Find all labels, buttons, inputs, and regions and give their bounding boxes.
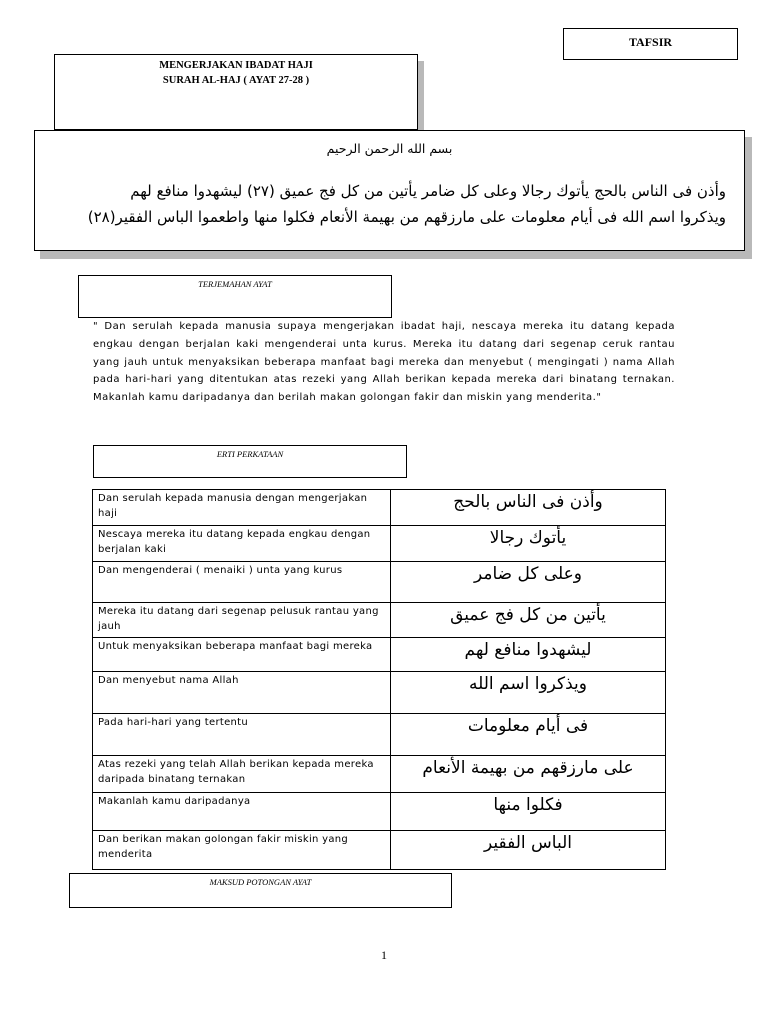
arabic-phrase: وأذن فى الناس بالحج [391,490,666,526]
arabic-phrase: الباس الفقير [391,831,666,870]
table-row [93,490,666,526]
arabic-phrase: يأتوك رجالا [391,526,666,562]
meaning-label-box [69,873,452,908]
table-row [93,714,666,756]
arabic-phrase: فى أيام معلومات [391,714,666,756]
translation-text: " Dan serulah kepada manusia supaya mengerjakan ibadat haji, nescaya mereka itu datang kepada engkau dengan berjalan kaki mengenderai unta kurus. Mereka itu datang dari segenap ceruk rantau yang jauh untuk menyaksikan beberapa manfaat bagi mereka dan menyebut ( mengingati ) nama Allah pada hari-hari yang ditentukan atas rezeki yang Allah berikan kepada mereka dari binatang ternakan. Makanlah kamu daripadanya dan berilah makan golongan fakir dan miskin yang menderita." [93,321,675,404]
table-row [93,672,666,714]
meaning-label: MAKSUD POTONGAN AYAT [209,877,312,887]
translation-label-box [78,275,392,318]
malay-meaning: Pada hari-hari yang tertentu [93,714,391,756]
page-number: 1 [381,948,387,962]
malay-meaning: Nescaya mereka itu datang kepada engkau dengan berjalan kaki [93,526,391,562]
table-row [93,756,666,793]
bismillah: بسم الله الرحمن الرحيم [326,141,453,156]
malay-meaning: Atas rezeki yang telah Allah berikan kepada mereka daripada binatang ternakan [93,756,391,793]
tafsir-label: TAFSIR [628,35,673,49]
vocabulary-table [92,489,666,870]
table-row [93,831,666,870]
tafsir-label-box [563,28,738,60]
malay-meaning: Dan serulah kepada manusia dengan mengerjakan haji [93,490,391,526]
malay-meaning: Makanlah kamu daripadanya [93,793,391,831]
title-box [54,54,418,130]
table-row [93,638,666,672]
arabic-phrase: يأتين من كل فج عميق [391,603,666,638]
translation-label: TERJEMAHAN AYAT [198,279,272,289]
malay-meaning: Dan berikan makan golongan fakir miskin yang menderita [93,831,391,870]
table-row [93,793,666,831]
arabic-phrase: فكلوا منها [391,793,666,831]
arabic-phrase: ويذكروا اسم الله [391,672,666,714]
arabic-phrase: ليشهدوا منافع لهم [391,638,666,672]
title-line-1: MENGERJAKAN IBADAT HAJI [159,60,313,71]
malay-meaning: Mereka itu datang dari segenap pelusuk rantau yang jauh [93,603,391,638]
malay-meaning: Dan mengenderai ( menaiki ) unta yang kurus [93,562,391,603]
title-line-2: SURAH AL-HAJ ( AYAT 27-28 ) [162,75,310,86]
arabic-passage-box [34,130,745,251]
vocabulary-label-box [93,445,407,478]
arabic-phrase: وعلى كل ضامر [391,562,666,603]
table-row [93,526,666,562]
arabic-verse-line-2: ويذكروا اسم الله فى أيام معلومات على مارزقهم من بهيمة الأنعام فكلوا منها واطعموا الباس الفقير(٢٨) [87,208,726,226]
vocabulary-label: ERTI PERKATAAN [216,449,284,459]
malay-meaning: Dan menyebut nama Allah [93,672,391,714]
arabic-verse-line-1: وأذن فى الناس بالحج يأتوك رجالا وعلى كل ضامر يأتين من كل فج عميق (٢٧) ليشهدوا منافع لهم [130,182,726,200]
table-row [93,562,666,603]
table-row [93,603,666,638]
malay-meaning: Untuk menyaksikan beberapa manfaat bagi mereka [93,638,391,672]
arabic-phrase: على مارزقهم من بهيمة الأنعام [391,756,666,793]
